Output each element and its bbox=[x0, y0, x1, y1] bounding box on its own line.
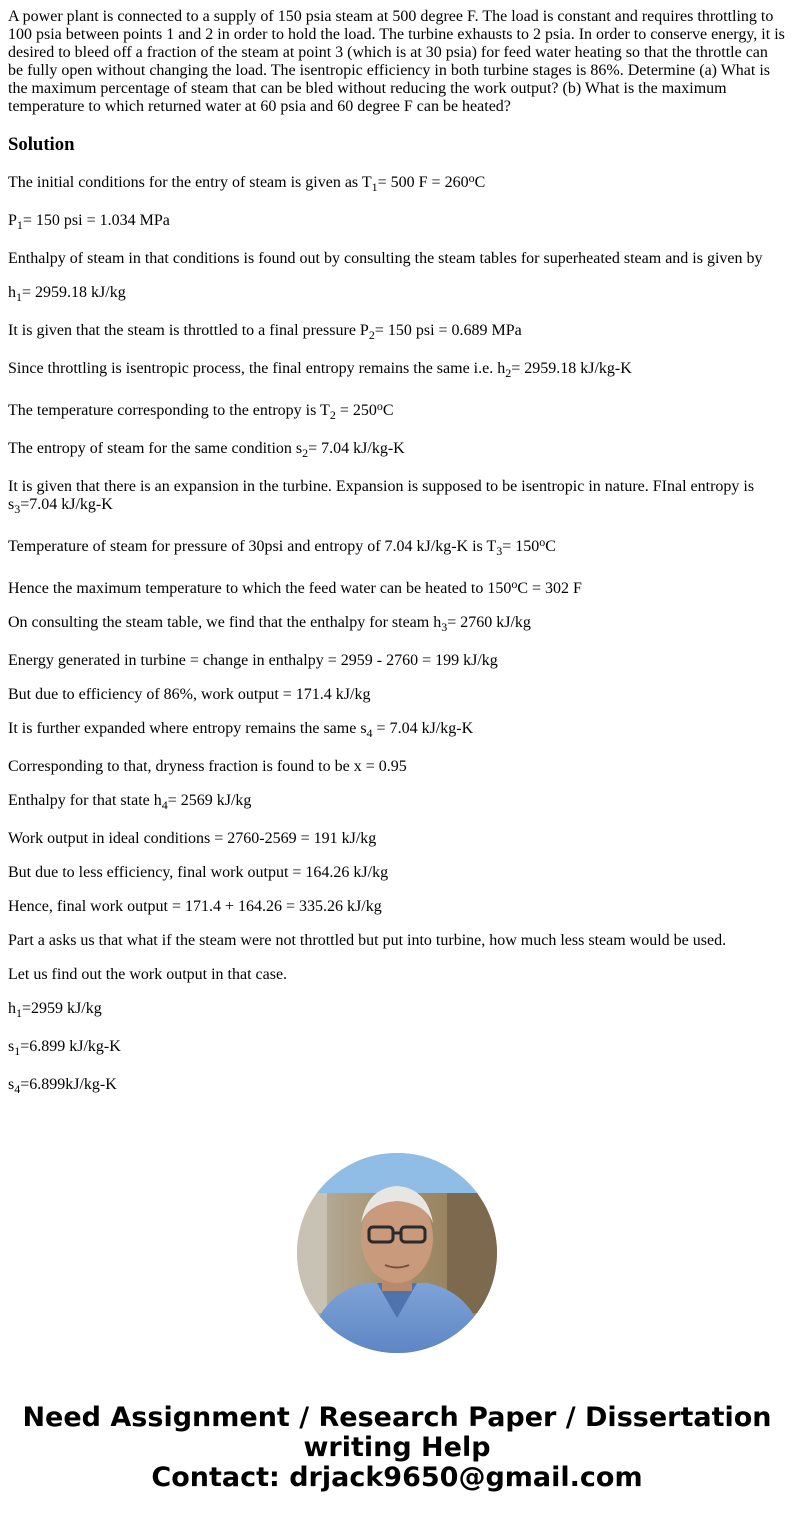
footer-contact: Contact: drjack9650@gmail.com bbox=[151, 1462, 643, 1493]
solution-line-3: Enthalpy of steam in that conditions is found out by consulting the steam tables for superheated steam and is given by bbox=[8, 250, 763, 267]
solution-heading: Solution bbox=[8, 134, 75, 155]
solution-line-25: $s_4=6.899kJ/kg-K$ bbox=[8, 1076, 117, 1096]
solution-line-19: But due to less efficiency, final work output = 164.26 kJ/kg bbox=[8, 864, 389, 881]
problem-statement: A power plant is connected to a supply of 150 psia steam at 500 degree F. The load is constant and requires throttling to 100 psia between points 1 and 2 in order to hold the load. The turbine exhausts to 2 psia. In order to conserve energy, it is desired to bleed off a fraction of the steam at point 3 (which is at 30 psia) for feed water heating so that the throttle can be fully open without changing the load. The isentropic efficiency in both turbine stages is 86%. Determine (a) What is the maximum percentage of steam that can be bled without reducing the work output? (b) What is the maximum temperature to which returned water at 60 psia and 60 degree F can be heated? bbox=[8, 8, 785, 115]
solution-line-6: Since throttling is isentropic process, the final entropy remains the same i.e. $h_2= 2959.18$ kJ/kg-K bbox=[8, 360, 632, 380]
solution-line-20: Hence, final work output = 171.4 + 164.26 = 335.26 kJ/kg bbox=[8, 898, 382, 915]
solution-line-23: $h_1=2959$ kJ/kg bbox=[8, 1000, 102, 1020]
solution-line-8: The entropy of steam for the same condition $s_2= 7.04$ kJ/kg-K bbox=[8, 440, 405, 460]
solution-line-18: Work output in ideal conditions = 2760-2569 = 191 kJ/kg bbox=[8, 830, 377, 847]
solution-line-1: The initial conditions for the entry of steam is given as $T_1= 500$ $F = 260^oC$ bbox=[8, 171, 486, 194]
solution-line-2: $P_1= 150$ psi = 1.034 MPa bbox=[8, 212, 170, 232]
solution-line-17: Enthalpy for that state $h_4= 2569$ kJ/kg bbox=[8, 792, 252, 812]
footer-line-1: Need Assignment / Research Paper / Dissertation bbox=[22, 1402, 772, 1433]
solution-line-24: $s_1=6.899$ kJ/kg-K bbox=[8, 1038, 121, 1058]
solution-line-10: Temperature of steam for pressure of 30psi and entropy of 7.04 kJ/kg-K is $T_3= 150^oC$ bbox=[8, 535, 556, 558]
solution-line-9: It is given that there is an expansion in the turbine. Expansion is supposed to be isentropic in nature. FInal entropy is $s_3=7.04$ kJ/kg-K bbox=[8, 478, 755, 516]
solution-line-16: Corresponding to that, dryness fraction is found to be x = 0.95 bbox=[8, 758, 407, 775]
solution-line-4: $h_1= 2959.18$ kJ/kg bbox=[8, 284, 126, 304]
solution-line-13: Energy generated in turbine = change in enthalpy = 2959 - 2760 = 199 kJ/kg bbox=[8, 652, 498, 669]
author-photo bbox=[297, 1153, 497, 1353]
portrait-photo-icon bbox=[297, 1153, 497, 1353]
solution-line-21: Part a asks us that what if the steam were not throttled but put into turbine, how much less steam would be used. bbox=[8, 932, 727, 949]
solution-line-11: Hence the maximum temperature to which the feed water can be heated to $150^oC = 302$ F bbox=[8, 577, 582, 597]
solution-line-15: It is further expanded where entropy remains the same $s_4 = 7.04$ kJ/kg-K bbox=[8, 720, 474, 740]
solution-line-14: But due to efficiency of 86%, work output = 171.4 kJ/kg bbox=[8, 686, 371, 703]
solution-line-7: The temperature corresponding to the entropy is $T_2 = 250^oC$ bbox=[8, 399, 394, 422]
footer-line-2: writing Help bbox=[303, 1432, 491, 1463]
solution-line-5: It is given that the steam is throttled to a final pressure $P_2= 150$ psi = 0.689 MPa bbox=[8, 322, 522, 342]
footer-banner bbox=[0, 1403, 794, 1493]
solution-line-22: Let us find out the work output in that case. bbox=[8, 966, 288, 983]
solution-line-12: On consulting the steam table, we find that the enthalpy for steam $h_3= 2760$ kJ/kg bbox=[8, 614, 531, 634]
